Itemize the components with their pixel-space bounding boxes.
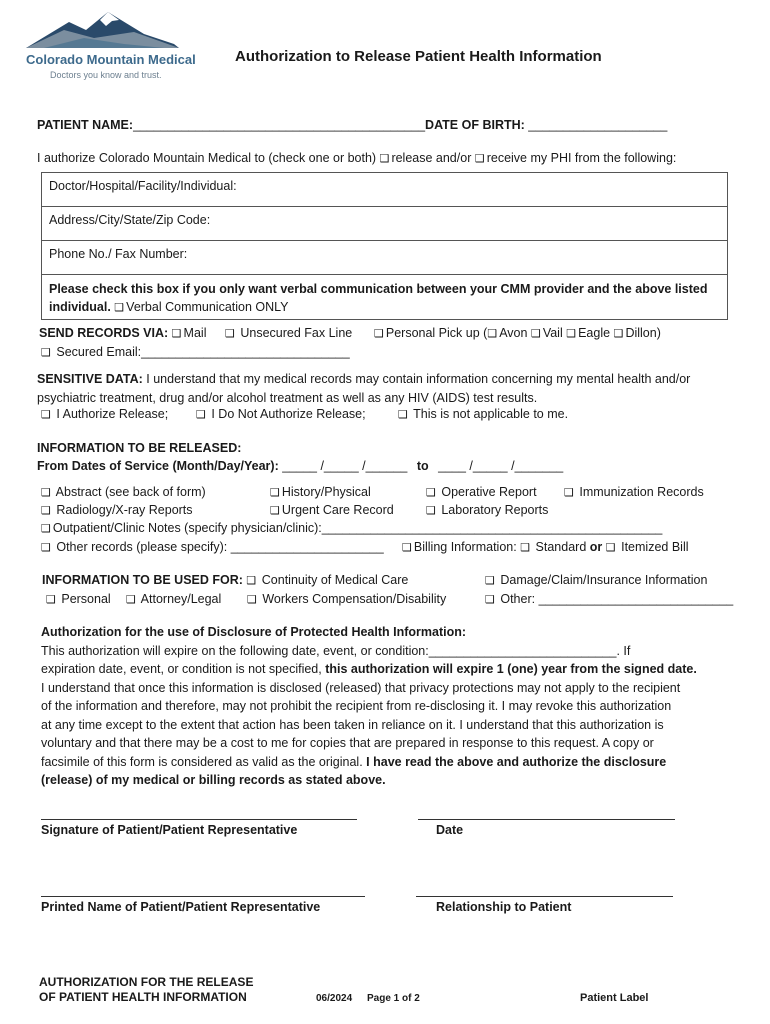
disclosure-line-2: expiration date, event, or condition is not specified, bbox=[41, 662, 322, 676]
expiration-field[interactable]: ___________________________ bbox=[428, 643, 617, 658]
patient-name-label: PATIENT NAME: bbox=[37, 118, 134, 132]
verbal-note: Please check this box if you only want verbal communication between your CMM provider and the above listed individual. bbox=[49, 282, 708, 314]
dates-from-field[interactable]: _____ /_____ /______ bbox=[282, 459, 408, 473]
dates-label: From Dates of Service (Month/Day/Year): bbox=[37, 459, 279, 473]
billing-option bbox=[402, 540, 689, 554]
outpatient-label: Outpatient/Clinic Notes (specify physician/clinic): bbox=[52, 521, 322, 535]
vail-checkbox-icon[interactable]: ❑ bbox=[530, 327, 541, 340]
phone-label: Phone No./ Fax Number: bbox=[49, 247, 188, 261]
release-checkbox-icon[interactable]: ❑ bbox=[379, 152, 390, 165]
continuity-label: Continuity of Medical Care bbox=[261, 573, 409, 587]
footer-page: Page 1 of 2 bbox=[367, 993, 420, 1004]
laboratory-option bbox=[426, 503, 548, 517]
patient-label: Patient Label bbox=[580, 992, 649, 1004]
page-title: Authorization to Release Patient Health Information bbox=[235, 48, 602, 65]
history-option bbox=[270, 485, 371, 499]
email-option bbox=[41, 345, 350, 359]
disclosure-line-3: I understand that once this information is disclosed (released) that privacy protections may not apply to the recipient bbox=[41, 680, 681, 695]
operative-checkbox-icon[interactable]: ❑ bbox=[426, 486, 436, 499]
footer-date: 06/2024 bbox=[316, 993, 353, 1004]
damage-label: Damage/Claim/Insurance Information bbox=[500, 573, 708, 587]
history-checkbox-icon[interactable]: ❑ bbox=[270, 486, 280, 499]
or-label: or bbox=[589, 540, 603, 554]
disclosure-line-4: of the information and therefore, may not prohibit the recipient from re-disclosing it. I may revoke this authorization bbox=[41, 699, 672, 713]
attorney-checkbox-icon[interactable]: ❑ bbox=[126, 593, 136, 606]
logo-tagline: Doctors you know and trust. bbox=[50, 70, 162, 80]
other-use-label: Other: bbox=[500, 592, 536, 606]
itemized-label: Itemized Bill bbox=[621, 540, 689, 554]
dillon-checkbox-icon[interactable]: ❑ bbox=[613, 327, 624, 340]
info-used-row-1 bbox=[42, 573, 408, 587]
other-records-checkbox-icon[interactable]: ❑ bbox=[41, 541, 51, 554]
disclosure-line-6: voluntary and that there may be a cost to me for copies that are prepared in response to this request. A copy or bbox=[41, 736, 654, 750]
date-label: Date bbox=[436, 823, 464, 837]
email-field[interactable]: Secured Email:______________________________ bbox=[56, 345, 350, 359]
signature-line[interactable] bbox=[41, 819, 357, 820]
authorize-line bbox=[37, 151, 676, 165]
printed-name-line[interactable] bbox=[41, 896, 365, 897]
avon-label: Avon bbox=[499, 326, 528, 340]
immunization-checkbox-icon[interactable]: ❑ bbox=[564, 486, 574, 499]
pickup-checkbox-icon[interactable]: ❑ bbox=[374, 327, 384, 340]
outpatient-checkbox-icon[interactable]: ❑ bbox=[41, 522, 51, 535]
disclosure-line-1: This authorization will expire on the following date, event, or condition: bbox=[41, 643, 429, 658]
sensitive-text-2: psychiatric treatment, drug and/or alcohol treatment as well as any HIV (AIDS) test results. bbox=[37, 390, 538, 405]
disclosure-line-7: facsimile of this form is considered as valid as the original. bbox=[41, 754, 363, 769]
receive-checkbox-icon[interactable]: ❑ bbox=[474, 152, 485, 165]
other-records-option bbox=[41, 540, 384, 554]
info-released-heading: INFORMATION TO BE RELEASED: bbox=[37, 441, 242, 455]
patient-line bbox=[37, 118, 667, 132]
authorize-prefix: I authorize Colorado Mountain Medical to (check one or both) bbox=[37, 151, 377, 165]
workers-label: Workers Compensation/Disability bbox=[262, 592, 447, 606]
send-records-row bbox=[39, 326, 206, 340]
dob-label: DATE OF BIRTH: bbox=[425, 118, 525, 132]
itemized-checkbox-icon[interactable]: ❑ bbox=[605, 541, 616, 554]
not-applicable-checkbox-icon[interactable]: ❑ bbox=[398, 408, 408, 421]
phone-field[interactable] bbox=[42, 241, 727, 275]
not-applicable-label: This is not applicable to me. bbox=[413, 407, 569, 421]
eagle-label: Eagle bbox=[578, 326, 611, 340]
disclosure-line-1-end: . If bbox=[616, 643, 631, 658]
footer-title bbox=[39, 975, 253, 1005]
laboratory-label: Laboratory Reports bbox=[441, 503, 549, 517]
urgent-label: Urgent Care Record bbox=[281, 503, 394, 517]
abstract-checkbox-icon[interactable]: ❑ bbox=[41, 486, 51, 499]
immunization-label: Immunization Records bbox=[579, 485, 704, 499]
dates-to-field[interactable]: ____ /_____ /_______ bbox=[438, 459, 564, 473]
printed-name-label: Printed Name of Patient/Patient Representative bbox=[41, 900, 321, 914]
address-label: Address/City/State/Zip Code: bbox=[49, 213, 211, 227]
pickup-label: Personal Pick up ( bbox=[385, 326, 488, 340]
relationship-line[interactable] bbox=[416, 896, 673, 897]
avon-checkbox-icon[interactable]: ❑ bbox=[487, 327, 498, 340]
release-label: release and/or bbox=[391, 151, 472, 165]
continuity-checkbox-icon[interactable]: ❑ bbox=[246, 574, 257, 587]
email-checkbox-icon[interactable]: ❑ bbox=[41, 346, 51, 359]
standard-label: Standard bbox=[535, 540, 587, 554]
billing-checkbox-icon[interactable]: ❑ bbox=[402, 541, 412, 554]
eagle-checkbox-icon[interactable]: ❑ bbox=[566, 327, 577, 340]
radiology-label: Radiology/X-ray Reports bbox=[56, 503, 193, 517]
other-records-label: Other records (please specify): bbox=[56, 540, 231, 554]
dillon-label: Dillon) bbox=[625, 326, 661, 340]
not-authorize-label: I Do Not Authorize Release; bbox=[211, 407, 366, 421]
other-use-field[interactable]: ____________________________ bbox=[538, 592, 734, 606]
logo-name: Colorado Mountain Medical bbox=[26, 52, 196, 67]
provider-box bbox=[41, 172, 728, 320]
other-use-checkbox-icon[interactable]: ❑ bbox=[485, 593, 495, 606]
sensitive-section bbox=[37, 370, 690, 407]
dates-to-label: to bbox=[416, 459, 429, 473]
outpatient-field[interactable]: _________________________________________________ bbox=[321, 521, 663, 535]
sensitive-text-1: I understand that my medical records may contain information concerning my mental health and/or bbox=[146, 372, 691, 386]
personal-option bbox=[46, 592, 111, 606]
history-label: History/Physical bbox=[281, 485, 371, 499]
urgent-option bbox=[270, 503, 394, 517]
relationship-label: Relationship to Patient bbox=[436, 900, 572, 914]
outpatient-option bbox=[41, 521, 662, 535]
workers-checkbox-icon[interactable]: ❑ bbox=[247, 593, 257, 606]
personal-label: Personal bbox=[61, 592, 111, 606]
footer-title-2: OF PATIENT HEALTH INFORMATION bbox=[39, 990, 247, 1004]
vail-label: Vail bbox=[542, 326, 563, 340]
info-used-label: INFORMATION TO BE USED FOR: bbox=[42, 573, 243, 587]
operative-label: Operative Report bbox=[441, 485, 537, 499]
abstract-option bbox=[41, 485, 206, 499]
attorney-option bbox=[126, 592, 221, 606]
immunization-option bbox=[564, 485, 704, 499]
logo bbox=[24, 8, 196, 88]
other-records-field[interactable]: ______________________ bbox=[230, 540, 384, 554]
fax-label: Unsecured Fax Line bbox=[240, 326, 353, 340]
mail-checkbox-icon[interactable]: ❑ bbox=[171, 327, 182, 340]
not-authorize-option bbox=[196, 407, 366, 421]
personal-checkbox-icon[interactable]: ❑ bbox=[46, 593, 56, 606]
verbal-option: Verbal Communication ONLY bbox=[126, 300, 289, 314]
billing-label: Billing Information: bbox=[413, 540, 517, 554]
mountain-logo-icon bbox=[24, 8, 182, 52]
damage-checkbox-icon[interactable]: ❑ bbox=[485, 574, 495, 587]
doctor-field[interactable] bbox=[42, 173, 727, 207]
disclosure-heading: Authorization for the use of Disclosure of Protected Health Information: bbox=[41, 625, 467, 639]
authorize-checkbox-icon[interactable]: ❑ bbox=[41, 408, 51, 421]
mail-label: Mail bbox=[183, 326, 207, 340]
dob-field[interactable]: ____________________ bbox=[528, 118, 668, 132]
signature-label: Signature of Patient/Patient Representative bbox=[41, 823, 298, 837]
not-authorize-checkbox-icon[interactable]: ❑ bbox=[196, 408, 206, 421]
patient-name-field[interactable]: __________________________________________ bbox=[133, 118, 426, 132]
authorize-label: I Authorize Release; bbox=[56, 407, 169, 421]
dates-row bbox=[37, 459, 563, 473]
disclosure-line-5: at any time except to the extent that action has been taken in reliance on it. I understand that this authorization is bbox=[41, 717, 664, 732]
footer-title-1: AUTHORIZATION FOR THE RELEASE bbox=[39, 975, 254, 989]
pickup-option bbox=[374, 326, 661, 340]
laboratory-checkbox-icon[interactable]: ❑ bbox=[426, 504, 436, 517]
radiology-checkbox-icon[interactable]: ❑ bbox=[41, 504, 51, 517]
date-line[interactable] bbox=[418, 819, 675, 820]
not-applicable-option bbox=[398, 407, 568, 421]
standard-checkbox-icon[interactable]: ❑ bbox=[520, 541, 531, 554]
other-use-option bbox=[485, 592, 733, 606]
abstract-label: Abstract (see back of form) bbox=[55, 485, 206, 499]
attorney-label: Attorney/Legal bbox=[140, 592, 222, 606]
radiology-option bbox=[41, 503, 193, 517]
address-field[interactable] bbox=[42, 207, 727, 241]
disclosure-line-8: (release) of my medical or billing records as stated above. bbox=[41, 773, 386, 787]
workers-option bbox=[247, 592, 446, 606]
verbal-checkbox-icon[interactable]: ❑ bbox=[114, 301, 125, 314]
damage-option bbox=[485, 573, 707, 587]
verbal-row bbox=[42, 275, 727, 319]
receive-label: receive my PHI from the following: bbox=[486, 151, 677, 165]
disclosure-line-7-bold: I have read the above and authorize the disclosure bbox=[366, 754, 667, 769]
disclosure-section bbox=[41, 623, 697, 790]
fax-option bbox=[225, 326, 352, 340]
send-records-label: SEND RECORDS VIA: bbox=[39, 326, 169, 340]
urgent-checkbox-icon[interactable]: ❑ bbox=[270, 504, 280, 517]
doctor-label: Doctor/Hospital/Facility/Individual: bbox=[49, 179, 237, 193]
sensitive-options bbox=[41, 407, 168, 421]
operative-option bbox=[426, 485, 537, 499]
sensitive-label: SENSITIVE DATA: bbox=[37, 372, 143, 386]
disclosure-line-2-bold: this authorization will expire 1 (one) year from the signed date. bbox=[325, 662, 697, 676]
fax-checkbox-icon[interactable]: ❑ bbox=[225, 327, 235, 340]
